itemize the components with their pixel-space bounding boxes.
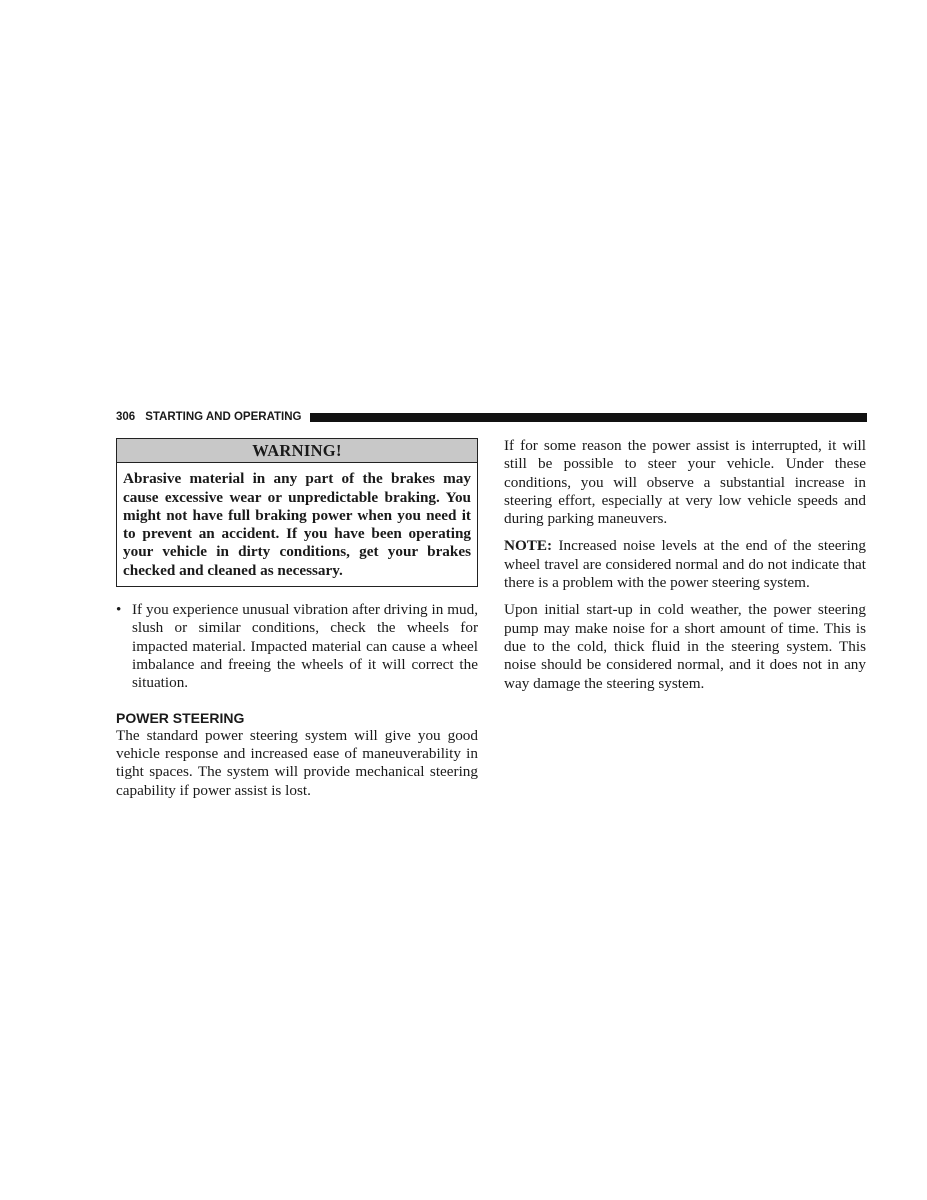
note-label: NOTE: [504,537,553,555]
page-header [116,409,867,425]
section-title: STARTING AND OPERATING [145,411,302,423]
warning-title: WARNING! [117,439,477,463]
left-column [116,437,478,800]
bullet-text: If you experience unusual vibration after driving in mud, slush or similar conditions, check the wheels for impacted material. Impacted material can cause a wheel imbalance and freeing the wheels of it will correct the situation. [132,601,478,692]
right-column [504,437,866,702]
warning-box [116,438,478,587]
note-text: Increased noise levels at the end of the steering wheel travel are considered normal and do not indicate that there is a problem with the power steering system. [504,537,866,592]
bullet-item [116,601,478,692]
header-rule [310,413,868,422]
bullet-icon: • [116,601,122,619]
warning-text: Abrasive material in any part of the brakes may cause excessive wear or unpredictable braking. You might not have full braking power when you need it to prevent an accident. If you have been operating your vehicle in dirty conditions, get your brakes checked and cleaned as necessary. [123,470,471,579]
page-number: 306 [116,411,136,423]
paragraph-power-assist: If for some reason the power assist is interrupted, it will still be possible to steer your vehicle. Under these conditions, you will observe a substantial increase in steering effort, especially at very low vehicle speeds and during parking maneuvers. [504,437,866,528]
power-steering-paragraph: The standard power steering system will give you good vehicle response and increased ease of maneuverability in tight spaces. The system will provide mechanical steering capability if power assist is lost. [116,726,478,799]
section-heading: POWER STEERING [116,709,245,726]
paragraph-cold-weather: Upon initial start-up in cold weather, the power steering pump may make noise for a short amount of time. This is due to the cold, thick fluid in the steering system. This noise should be considered normal, and it does not in any way damage the steering system. [504,601,866,692]
note-paragraph [504,537,866,592]
